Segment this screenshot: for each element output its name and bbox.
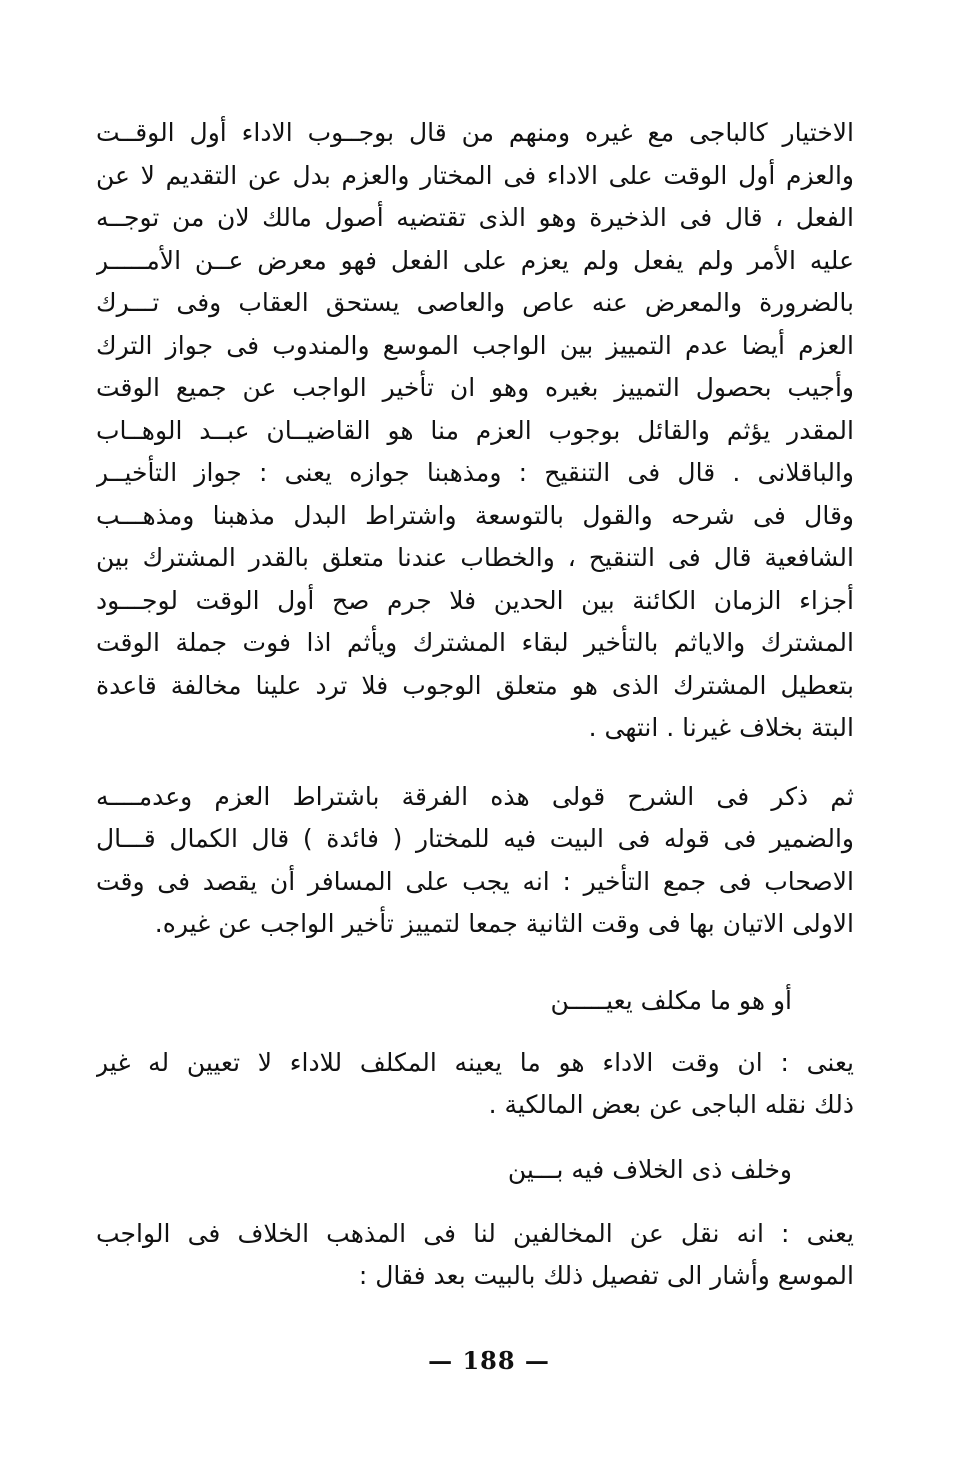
text-line: الاختيار كالباجى مع غيره ومنهم من قال بوجــوب الاداء أول الوقــت <box>96 118 854 147</box>
text-line: ذلك نقله الباجى عن بعض المالكية . <box>488 1090 854 1119</box>
text-line: الاصحاب فى جمع التأخير : انه يجب على المسافر أن يقصد فى وقت <box>96 866 854 896</box>
text-line: وأجيب بحصول التمييز بغيره وهو ان تأخير الواجب عن جميع الوقت <box>96 373 854 402</box>
paragraph-1 <box>96 112 854 750</box>
text-line: الموسع وأشار الى تفصيل ذلك بالبيت بعد فقال : <box>358 1261 854 1290</box>
text-line: يعنى : انه نقل عن المخالفين لنا فى المذهب الخلاف فى الواجب <box>96 1218 854 1248</box>
text-line: ثم ذكر فى الشرح قولى هذه الفرقة باشتراط العزم وعدمــــه <box>96 781 854 811</box>
text-line: بتعطيل المشترك الذى هو متعلق الوجوب فلا ترد علينا مخالفة قاعدة <box>96 670 854 700</box>
page-number: — 188 — <box>428 1346 550 1375</box>
text-line: بالضرورة والمعرض عنه عاص والعاصى يستحق العقاب وفى تـــرك <box>96 288 854 317</box>
text-line: والضمير فى قوله فى البيت فيه للمختار ( فائدة ) قال الكمال قـــال <box>96 824 854 853</box>
paragraph-3 <box>96 1042 854 1127</box>
text-line: عليه الأمر ولم يفعل ولم يعزم على الفعل فهو معرض عــن الأمـــــر <box>96 245 854 275</box>
text-line: العزم أيضا عدم التمييز بين الواجب الموسع والمندوب فى جواز الترك <box>96 330 854 360</box>
text-line: المقدر يؤثم والقائل بوجوب العزم منا هو القاضيــان عبــد الوهــاب <box>96 415 854 445</box>
paragraph-4 <box>96 1213 854 1298</box>
paragraph-gap <box>96 750 854 776</box>
text-line: الفعل ، قال فى الذخيرة وهو الذى تقتضيه أصول مالك لان من توجــه <box>96 203 854 232</box>
verse-line: أو هو ما مكلف يعيـــــن <box>550 985 792 1015</box>
text-line: الشافعية قال فى التنقيح ، والخطاب عندنا متعلق بالقدر المشترك بين <box>96 543 854 572</box>
text-line: أجزاء الزمان الكائنة بين الحدين فلا جرم صح أول الوقت لوجـــود <box>96 585 854 615</box>
paragraph-gap <box>96 1127 854 1149</box>
text-line: المشترك والاياثم بالتأخير لبقاء المشترك ويأثم اذا فوت جملة الوقت <box>96 628 854 657</box>
paragraph-2 <box>96 776 854 946</box>
text-line: والباقلانى . قال فى التنقيح : ومذهبنا جوازه يعنى : جواز التأخيــر <box>96 458 854 487</box>
paragraph-gap <box>96 1191 854 1213</box>
text-line: يعنى : ان وقت الاداء هو ما يعينه المكلف للاداء لا تعيين له غير <box>96 1047 854 1077</box>
text-line: الاولى الاتيان بها فى وقت الثانية جمعا لتمييز تأخير الواجب عن غيره. <box>154 909 854 938</box>
text-line: والعزم أول الوقت على الاداء فى المختار والعزم بدل عن التقديم لا عن <box>96 160 854 190</box>
verse-line: وخلف ذى الخلاف فيه بـــين <box>507 1154 792 1184</box>
paragraph-gap <box>96 1022 854 1042</box>
page-body <box>96 112 854 1298</box>
text-line: البتة بخلاف غيرنا . انتهى . <box>588 713 854 742</box>
paragraph-gap <box>96 946 854 980</box>
text-line: وقال فى شرحه والقول بالتوسعة واشتراط البدل مذهبنا ومذهـــب <box>96 500 854 530</box>
